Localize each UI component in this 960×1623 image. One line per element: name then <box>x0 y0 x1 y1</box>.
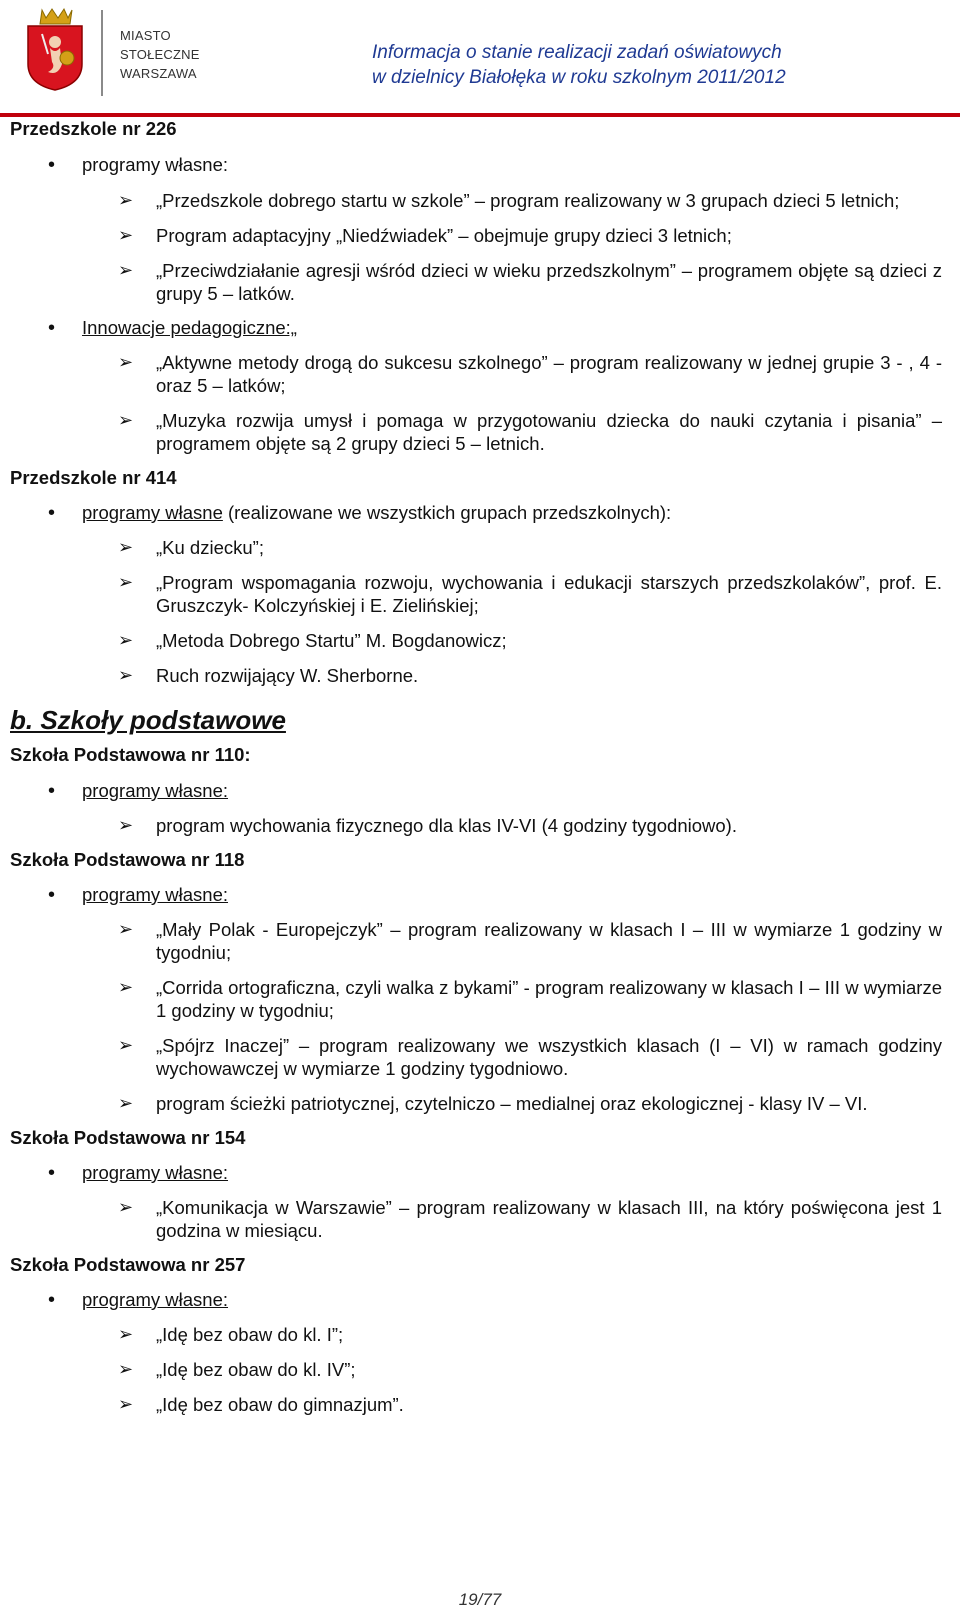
arrow-list <box>10 1196 950 1242</box>
list-item: ➢ „Metoda Dobrego Startu” M. Bogdanowicz; <box>118 630 507 651</box>
list-item: ➢ „Corrida ortograficzna, czyli walka z bykami” - program realizowany w klasach I – III w wymiarze 1 godziny w tygodniu; <box>118 977 942 1021</box>
list-item: ➢ program wychowania fizycznego dla klas IV-VI (4 godziny tygodniowo). <box>118 815 737 836</box>
section-title: Szkoła Podstawowa nr 257 <box>10 1254 246 1275</box>
arrow-bullet-icon: ➢ <box>118 919 134 939</box>
bullet-item: • programy własne: <box>10 1289 950 1311</box>
arrow-list <box>10 1323 950 1416</box>
section-title: Przedszkole nr 226 <box>10 118 177 139</box>
arrow-list <box>10 918 950 1115</box>
arrow-list <box>10 351 950 455</box>
arrow-bullet-icon: ➢ <box>118 1197 134 1217</box>
arrow-bullet-icon: ➢ <box>118 260 134 280</box>
arrow-bullet-icon: ➢ <box>118 665 134 685</box>
list-item: ➢ „Przedszkole dobrego startu w szkole” – program realizowany w 3 grupach dzieci 5 letnich; <box>118 190 900 211</box>
list-item: ➢ „Idę bez obaw do kl. I”; <box>118 1324 344 1345</box>
list-item: ➢ „Idę bez obaw do kl. IV”; <box>118 1359 356 1380</box>
section-title: Szkoła Podstawowa nr 118 <box>10 849 245 870</box>
warsaw-coat-of-arms-icon <box>22 6 88 92</box>
arrow-list <box>10 814 950 837</box>
logo-divider <box>101 10 103 96</box>
arrow-bullet-icon: ➢ <box>118 1394 134 1414</box>
arrow-bullet-icon: ➢ <box>118 977 134 997</box>
arrow-bullet-icon: ➢ <box>118 1093 134 1113</box>
page-content <box>10 118 950 1416</box>
bullet-item: • programy własne: <box>10 884 950 906</box>
list-item: ➢ „Aktywne metody drogą do sukcesu szkolnego” – program realizowany w jednej grupie 3 - , 4 - oraz 5 – latków; <box>118 352 942 396</box>
arrow-bullet-icon: ➢ <box>118 630 134 650</box>
arrow-bullet-icon: ➢ <box>118 190 134 210</box>
bullet-item: • Innowacje pedagogiczne:„ <box>10 317 950 339</box>
header-rule <box>0 113 960 117</box>
chapter-heading: b. Szkoły podstawowe <box>10 705 286 735</box>
arrow-bullet-icon: ➢ <box>118 410 134 430</box>
bullet-item: • programy własne: <box>10 1162 950 1184</box>
arrow-list <box>10 536 950 687</box>
city-name-logo: MIASTO STOŁECZNE WARSZAWA <box>120 28 200 81</box>
list-item: ➢ „Spójrz Inaczej” – program realizowany we wszystkich klasach (I – VI) w ramach godziny wychowawczej w wymiarze 1 godziny tygodniowo. <box>118 1035 942 1079</box>
arrow-bullet-icon: ➢ <box>118 1359 134 1379</box>
section-title: Szkoła Podstawowa nr 110: <box>10 744 251 765</box>
list-item: ➢ „Przeciwdziałanie agresji wśród dzieci w wieku przedszkolnym” – programem objęte są dzieci z grupy 5 – latków. <box>118 260 942 304</box>
list-item: ➢ „Ku dziecku”; <box>118 537 264 558</box>
arrow-bullet-icon: ➢ <box>118 1324 134 1344</box>
arrow-list <box>10 189 950 305</box>
arrow-bullet-icon: ➢ <box>118 537 134 557</box>
list-item: ➢ „Idę bez obaw do gimnazjum”. <box>118 1394 404 1415</box>
list-item: ➢ program ścieżki patriotycznej, czytelniczo – medialnej oraz ekologicznej - klasy IV – VI. <box>118 1093 868 1114</box>
list-item: ➢ „Muzyka rozwija umysł i pomaga w przygotowaniu dziecka do nauki czytania i pisania” – programem objęte są 2 grupy dzieci 5 – letnich. <box>118 410 942 454</box>
section-title: Przedszkole nr 414 <box>10 467 177 488</box>
page-header <box>0 0 960 118</box>
list-item: ➢ Ruch rozwijający W. Sherborne. <box>118 665 419 686</box>
page-number: 19/77 <box>458 1590 502 1609</box>
section-title: Szkoła Podstawowa nr 154 <box>10 1127 246 1148</box>
arrow-bullet-icon: ➢ <box>118 352 134 372</box>
arrow-bullet-icon: ➢ <box>118 1035 134 1055</box>
bullet-item: • programy własne: <box>10 154 950 176</box>
list-item: ➢ Program adaptacyjny „Niedźwiadek” – obejmuje grupy dzieci 3 letnich; <box>118 225 732 246</box>
list-item: ➢ „Mały Polak - Europejczyk” – program realizowany w klasach I – III w wymiarze 1 godziny w tygodniu; <box>118 919 942 963</box>
bullet-item: • programy własne: <box>10 780 950 802</box>
list-item: ➢ „Komunikacja w Warszawie” – program realizowany w klasach III, na który poświęcona jest 1 godzina w miesiącu. <box>118 1197 942 1241</box>
list-item: ➢ „Program wspomagania rozwoju, wychowania i edukacji starszych przedszkolaków”, prof. E. Gruszczyk- Kolczyńskiej i E. Zielińskiej; <box>118 572 942 616</box>
document-title: Informacja o stanie realizacji zadań oświatowych w dzielnicy Białołęka w roku szkolnym 2011/2012 <box>372 42 786 88</box>
bullet-item: • programy własne (realizowane we wszystkich grupach przedszkolnych): <box>10 502 950 524</box>
arrow-bullet-icon: ➢ <box>118 225 134 245</box>
arrow-bullet-icon: ➢ <box>118 572 134 592</box>
arrow-bullet-icon: ➢ <box>118 815 134 835</box>
